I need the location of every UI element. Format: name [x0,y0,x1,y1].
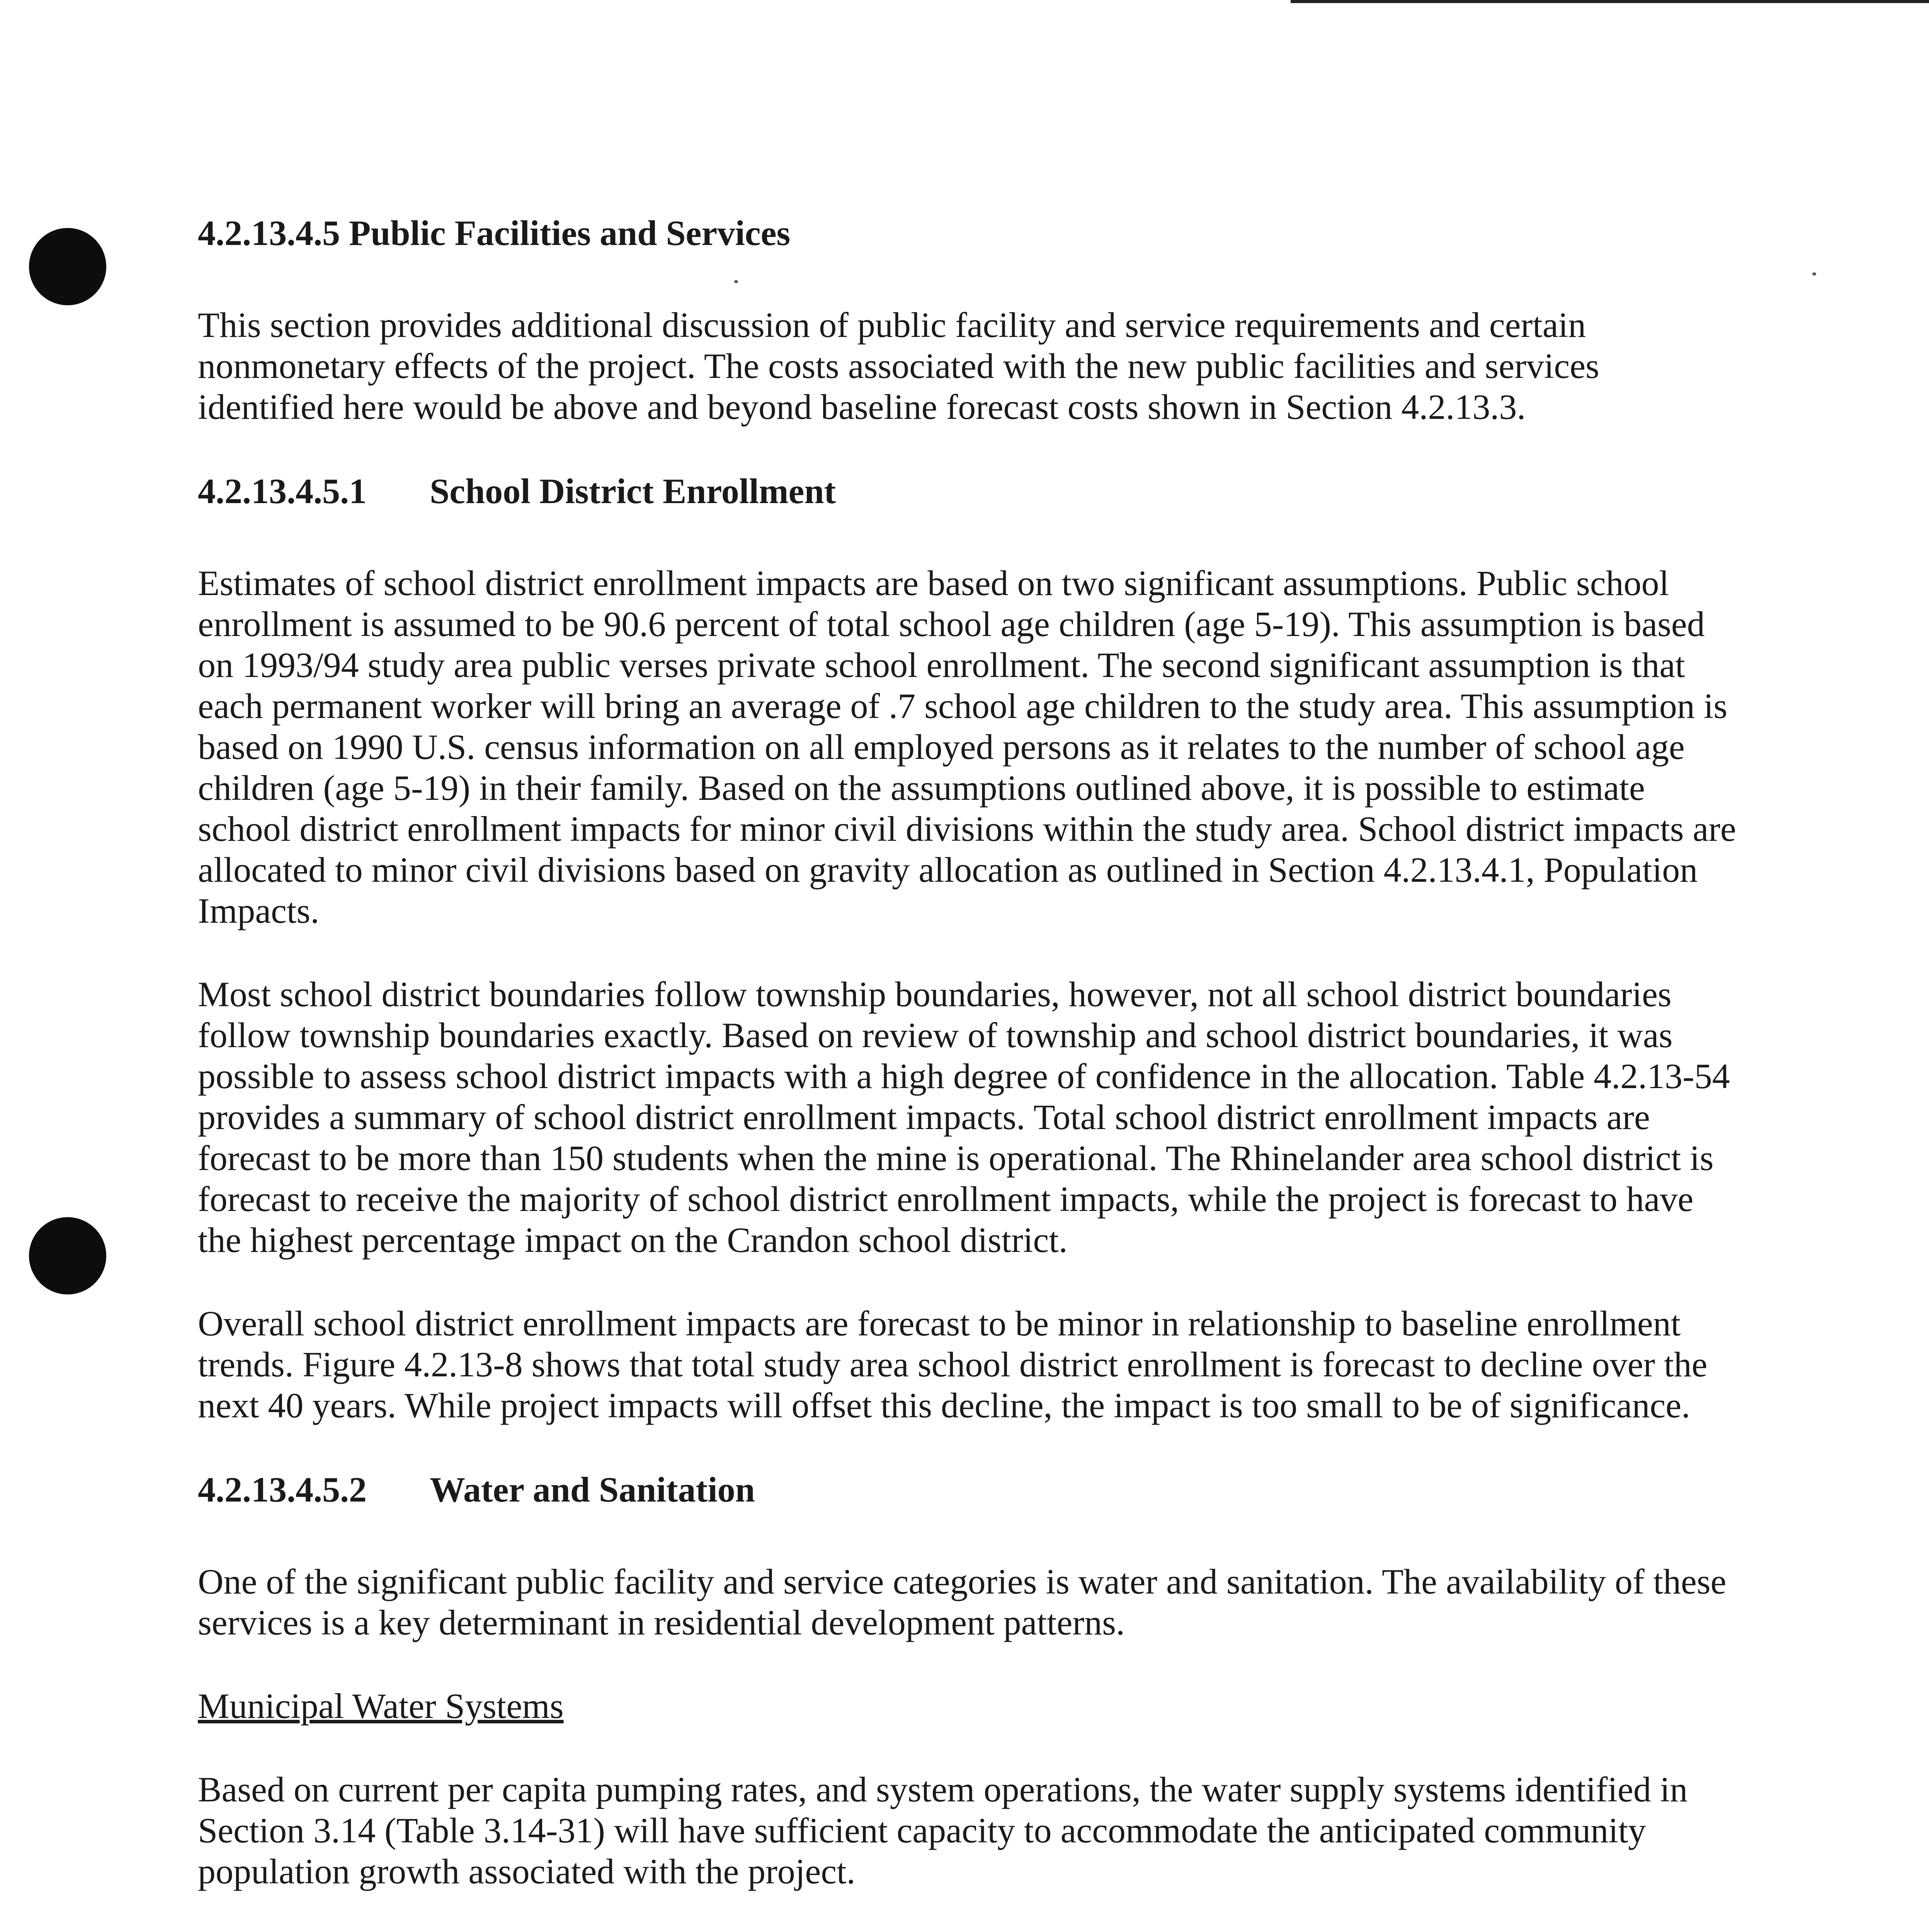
school-paragraph-3: Overall school district enrollment impacts are forecast to be minor in relationship to baseline enrollment trends. Figure 4.2.13-8 shows that total study area school district enrollment is forecast to decline over the next 40 years. While project impacts will offset this decline, the impact is too small to be of significance. [198,1304,1708,1425]
section-intro-paragraph: This section provides additional discussion of public facility and service requirements and certain nonmonetary effects of the project. The costs associated with the new public facilities and services identified here would be above and beyond baseline forecast costs shown in Section 4.2.13.3. [198,305,1599,427]
school-paragraph-1: Estimates of school district enrollment impacts are based on two significant assumptions. Public school enrollment is assumed to be 90.6 percent of total school age children (age 5-19). This assumption is based on 1993/94 study area public verses private school enrollment. The second significant assumption is that each permanent worker will bring an average of .7 school age children to the study area. This assumption is based on 1990 U.S. census information on all employed persons as it relates to the number of school age children (age 5-19) in their family. Based on the assumptions outlined above, it is possible to estimate school district enrollment impacts for minor civil divisions within the study area. School district impacts are allocated to minor civil divisions based on gravity allocation as outlined in Section 4.2.13.4.1, Population Impacts. [198,563,1736,930]
municipal-water-paragraph: Based on current per capita pumping rates, and system operations, the water supply systems identified in Section 3.14 (Table 3.14-31) will have sufficient capacity to accommodate the anticipated community population growth associated with the project. [198,1770,1688,1891]
scan-speck [1812,272,1816,276]
heading-number: 4.2.13.4.5.2 [198,1470,367,1509]
water-paragraph: One of the significant public facility and service categories is water and sanitation. The availability of these services is a key determinant in residential development patterns. [198,1562,1727,1642]
binder-hole-top-icon [29,228,106,305]
heading-title: School District Enrollment [430,471,836,511]
municipal-water-subheading: Municipal Water Systems [198,1686,564,1726]
water-sanitation-heading [198,1468,1744,1511]
school-enrollment-heading [198,470,1744,512]
top-edge-rule [1291,0,1929,3]
school-paragraph-2: Most school district boundaries follow township boundaries, however, not all school district boundaries follow township boundaries exactly. Based on review of township and school district boundaries, it was possible to assess school district impacts with a high degree of confidence in the allocation. Table 4.2.13-54 provides a summary of school district enrollment impacts. Total school district enrollment impacts are forecast to be more than 150 students when the mine is operational. The Rhinelander area school district is forecast to receive the majority of school district enrollment impacts, while the project is forecast to have the highest percentage impact on the Crandon school district. [198,975,1730,1260]
binder-hole-middle-icon [29,1217,106,1294]
section-heading: 4.2.13.4.5 Public Facilities and Services [198,213,791,253]
page-content [198,212,1744,1932]
heading-title: Water and Sanitation [430,1470,755,1509]
heading-number: 4.2.13.4.5.1 [198,471,367,511]
